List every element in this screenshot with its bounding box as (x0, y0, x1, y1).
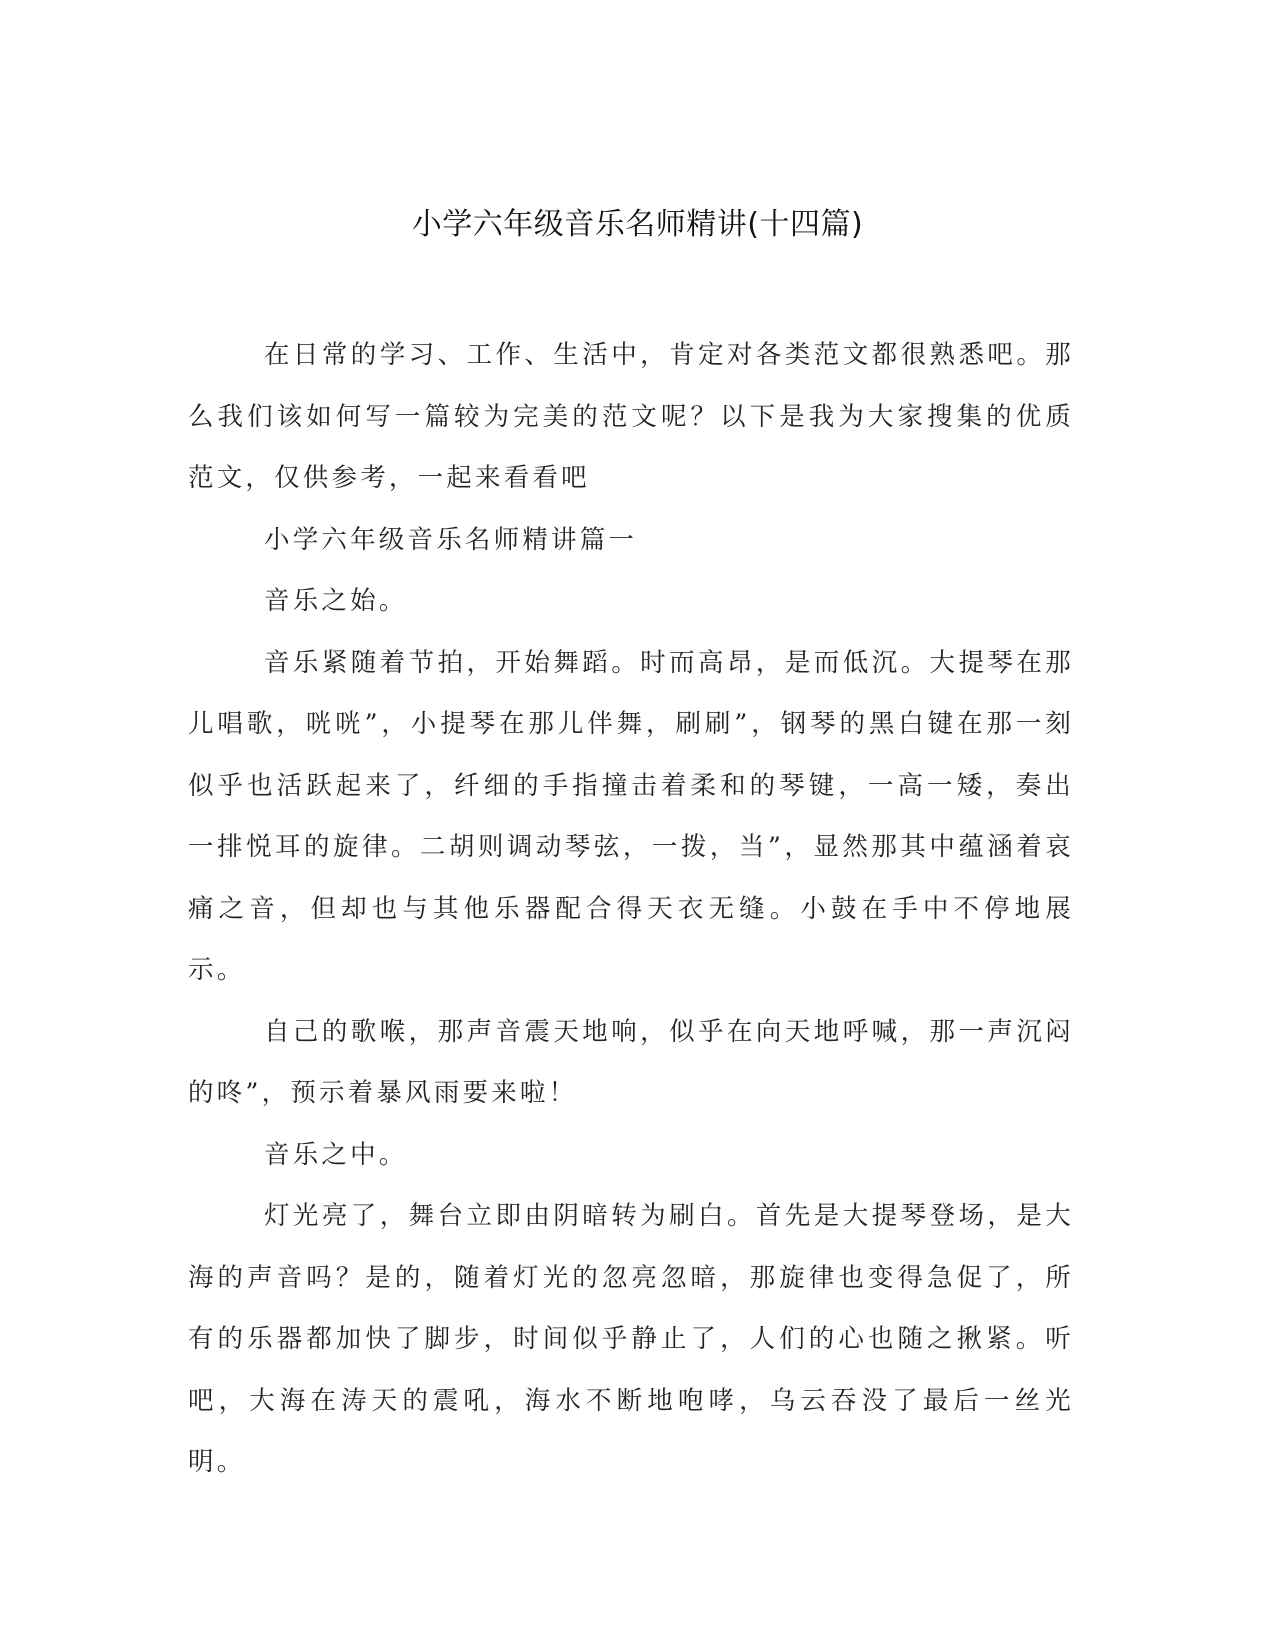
body-paragraph: 音乐紧随着节拍，开始舞蹈。时而高昂，是而低沉。大提琴在那儿唱歌，咣咣”，小提琴在那儿伴舞，刷刷”，钢琴的黑白键在那一刻似乎也活跃起来了，纤细的手指撞击着柔和的琴键，一高一矮，奏出一排悦耳的旋律。二胡则调动琴弦，一拨，当”，显然那其中蕴涵着哀痛之音，但却也与其他乐器配合得天衣无缝。小鼓在手中不停地展示。 (188, 647, 1074, 985)
document-title: 小学六年级音乐名师精讲(十四篇) (411, 207, 864, 242)
intro-paragraph: 在日常的学习、工作、生活中，肯定对各类范文都很熟悉吧。那么我们该如何写一篇较为完美的范文呢？以下是我为大家搜集的优质范文，仅供参考，一起来看看吧 (188, 340, 1074, 493)
subheading-start: 音乐之始。 (264, 586, 408, 616)
document-body (188, 325, 1074, 1494)
section-heading: 小学六年级音乐名师精讲篇一 (264, 524, 638, 555)
body-paragraph: 灯光亮了，舞台立即由阴暗转为刷白。首先是大提琴登场，是大海的声音吗？是的，随着灯光的忽亮忽暗，那旋律也变得急促了，所有的乐器都加快了脚步，时间似乎静止了，人们的心也随之揪紧。听吧，大海在涛天的震吼，海水不断地咆哮，乌云吞没了最后一丝光明。 (188, 1201, 1074, 1477)
body-paragraph: 自己的歌喉，那声音震天地响，似乎在向天地呼喊，那一声沉闷的咚”，预示着暴风雨要来啦！ (188, 1016, 1074, 1108)
subheading-middle: 音乐之中。 (264, 1139, 408, 1170)
